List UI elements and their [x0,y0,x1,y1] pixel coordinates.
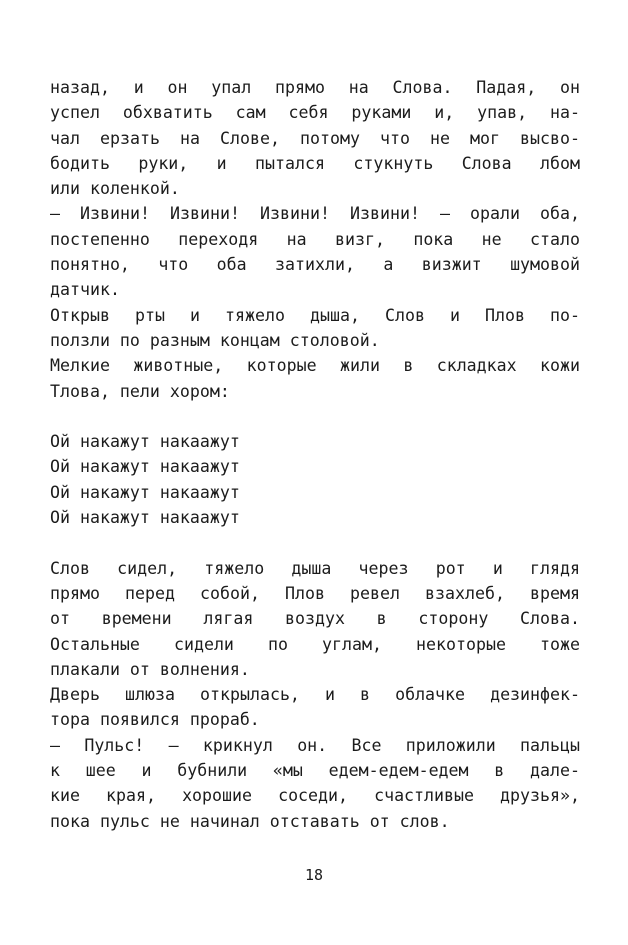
page-number: 18 [304,866,324,884]
text-line: Остальные сидели по углам, некоторые тоже [50,634,580,654]
text-line: бодить руки, и пытался стукнуть Слова лбом [50,153,580,173]
text-line: датчик. [50,280,120,300]
text-line: или коленкой. [50,179,180,199]
text-line: чал ерзать на Слове, потому что не мог высво- [50,128,580,148]
paragraph [50,303,580,354]
text-line: Слов сидел, тяжело дыша через рот и глядя [50,558,580,578]
stanza-gap [50,530,580,555]
song-stanza [50,429,580,530]
text-line: постепенно переходя на визг, пока не стало [50,229,580,249]
text-line: прямо перед собой, Плов ревел взахлеб, время [50,583,580,603]
text-line: пока пульс не начинал отставать от слов. [50,811,450,831]
text-line: ползли по разным концам столовой. [50,330,380,350]
text-line: Открыв рты и тяжело дыша, Слов и Плов по- [50,305,580,325]
text-line: назад, и он упал прямо на Слова. Падая, он [50,78,580,97]
body-text [50,75,580,834]
song-line: Ой накажут накаажут [50,482,240,502]
text-line: кие края, хорошие соседи, счастливые друзья», [50,786,580,806]
paragraph [50,75,580,201]
text-line: успел обхватить сам себя руками и, упав, на- [50,103,580,123]
text-line: от времени лягая воздух в сторону Слова. [50,609,580,629]
text-line: Тлова, пели хором: [50,381,230,401]
paragraph [50,682,580,733]
song-line: Ой накажут накаажут [50,508,240,528]
text-line: — Извини! Извини! Извини! Извини! — орали оба, [50,204,580,224]
paragraph [50,733,580,834]
paragraph [50,556,580,682]
text-line: — Пульс! — крикнул он. Все приложили пальцы [50,735,580,755]
paragraph [50,353,580,404]
text-line: Дверь шлюза открылась, и в облачке дезинфек- [50,685,580,705]
text-line: тора появился прораб. [50,710,260,730]
song-line: Ой накажут накаажут [50,457,240,477]
text-line: понятно, что оба затихли, а визжит шумовой [50,255,580,275]
text-line: к шее и бубнили «мы едем-едем-едем в дале- [50,761,580,781]
text-line: Мелкие животные, которые жили в складках кожи [50,356,580,376]
text-line: плакали от волнения. [50,659,250,679]
stanza-gap [50,404,580,429]
song-line: Ой накажут накаажут [50,432,240,452]
paragraph [50,201,580,302]
